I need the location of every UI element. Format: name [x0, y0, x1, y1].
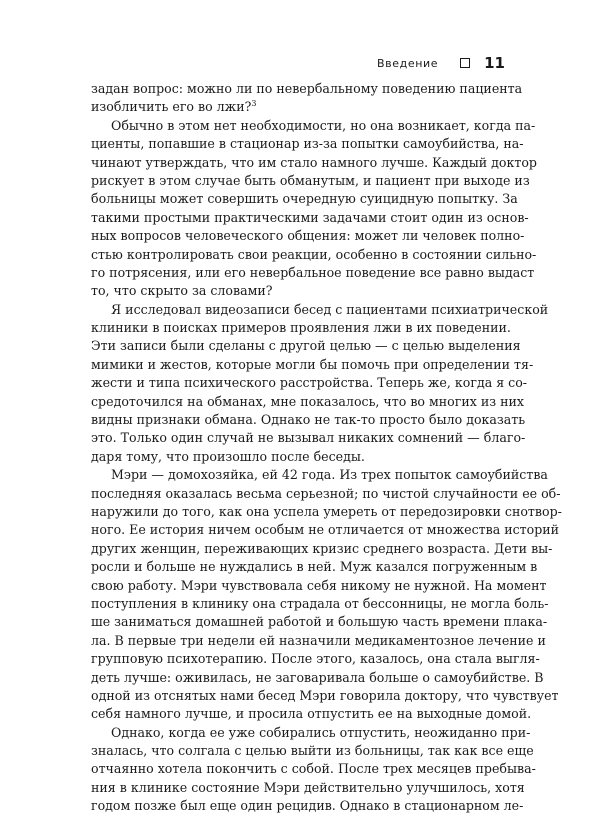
- paragraph: [91, 117, 537, 301]
- text-line: отчаянно хотела покончить с собой. После трех месяцев пребыва-: [91, 761, 536, 777]
- text-line: это. Только один случай не вызывал никаких сомнений — благо-: [91, 430, 526, 446]
- text-line: стью контролировать свои реакции, особенно в состоянии сильно-: [91, 246, 537, 262]
- text-line: чинают утверждать, что им стало намного лучше. Каждый доктор: [91, 154, 537, 170]
- text-line: ного. Ее история ничем особым не отличается от множества историй: [91, 522, 560, 538]
- text-line: го потрясения, или его невербальное поведение все равно выдаст: [91, 264, 535, 280]
- paragraph: [91, 301, 549, 467]
- text-line-content: изобличить его во лжи?: [91, 99, 252, 115]
- text-line: ла. В первые три недели ей назначили медикаментозное лечение и: [91, 632, 546, 648]
- text-line: групповую психотерапию. После этого, казалось, она стала выгля-: [91, 651, 540, 667]
- text-line: такими простыми практическими задачами стоит один из основ-: [91, 209, 529, 225]
- running-header: [377, 54, 505, 72]
- text-line: Мэри — домохозяйка, ей 42 года. Из трех попыток самоубийства: [111, 467, 548, 483]
- text-line: даря тому, что произошло после беседы.: [91, 448, 365, 464]
- text-line: наружили до того, как она успела умереть от передозировки снотвор-: [91, 503, 562, 519]
- footnote-reference: 3: [251, 99, 257, 109]
- text-line: жести и типа психического расстройства. Теперь же, когда я со-: [91, 375, 528, 391]
- text-line: то, что скрыто за словами?: [91, 283, 273, 299]
- text-line: средоточился на обманах, мне показалось, что во многих из них: [91, 393, 525, 409]
- text-line: последняя оказалась весьма серьезной; по чистой случайности ее об-: [91, 485, 561, 501]
- text-line: циенты, попавшие в стационар из-за попытки самоубийства, на-: [91, 136, 524, 152]
- text-line: задан вопрос: можно ли по невербальному поведению пациента: [91, 81, 523, 96]
- text-line: зналась, что солгала с целью выйти из больницы, так как все еще: [91, 743, 534, 759]
- text-line: ния в клинике состояние Мэри действительно улучшилось, хотя: [91, 779, 525, 795]
- text-line: деть лучше: оживилась, не заговаривала больше о самоубийстве. В: [91, 669, 544, 685]
- text-line: росли и больше не нуждались в ней. Муж казался погруженным в: [91, 559, 538, 575]
- text-line: других женщин, переживающих кризис среднего возраста. Дети вы-: [91, 540, 553, 556]
- text-line: себя намного лучше, и просила отпустить ее на выходные домой.: [91, 706, 532, 722]
- text-line: одной из отснятых нами бесед Мэри говорила доктору, что чувствует: [91, 687, 559, 703]
- text-line: Я исследовал видеозаписи бесед с пациентами психиатрической: [111, 301, 549, 317]
- text-line: больницы может совершить очередную суицидную попытку. За: [91, 191, 518, 207]
- text-line: [91, 98, 507, 116]
- text-line: мимики и жестов, которые могли бы помочь при определении тя-: [91, 356, 534, 372]
- text-line: свою работу. Мэри чувствовала себя никому не нужной. На момент: [91, 577, 547, 593]
- text-line: Обычно в этом нет необходимости, но она возникает, когда па-: [111, 117, 536, 133]
- square-bullet-icon: [460, 58, 470, 68]
- text-line: ных вопросов человеческого общения: может ли человек полно-: [91, 228, 525, 244]
- text-line: рискует в этом случае быть обманутым, и пациент при выходе из: [91, 172, 530, 188]
- text-line: поступления в клинику она страдала от бессонницы, не могла боль-: [91, 595, 549, 611]
- paragraph: [91, 80, 523, 117]
- section-title: Введение: [377, 56, 439, 70]
- text-line: видны признаки обмана. Однако не так-то просто было доказать: [91, 412, 526, 428]
- text-line: ше заниматься домашней работой и большую часть времени плака-: [91, 614, 548, 630]
- paragraph: [91, 724, 536, 816]
- body-text: [91, 80, 562, 816]
- text-line: Однако, когда ее уже собирались отпустить, неожиданно при-: [111, 724, 531, 740]
- text-line: Эти записи были сделаны с другой целью — с целью выделения: [91, 338, 521, 354]
- text-line: годом позже был еще один рецидив. Однако в стационарном ле-: [91, 798, 524, 814]
- text-line: клиники в поисках примеров проявления лжи в их поведении.: [91, 320, 511, 336]
- page-number: 11: [484, 54, 505, 72]
- paragraph: [91, 466, 562, 723]
